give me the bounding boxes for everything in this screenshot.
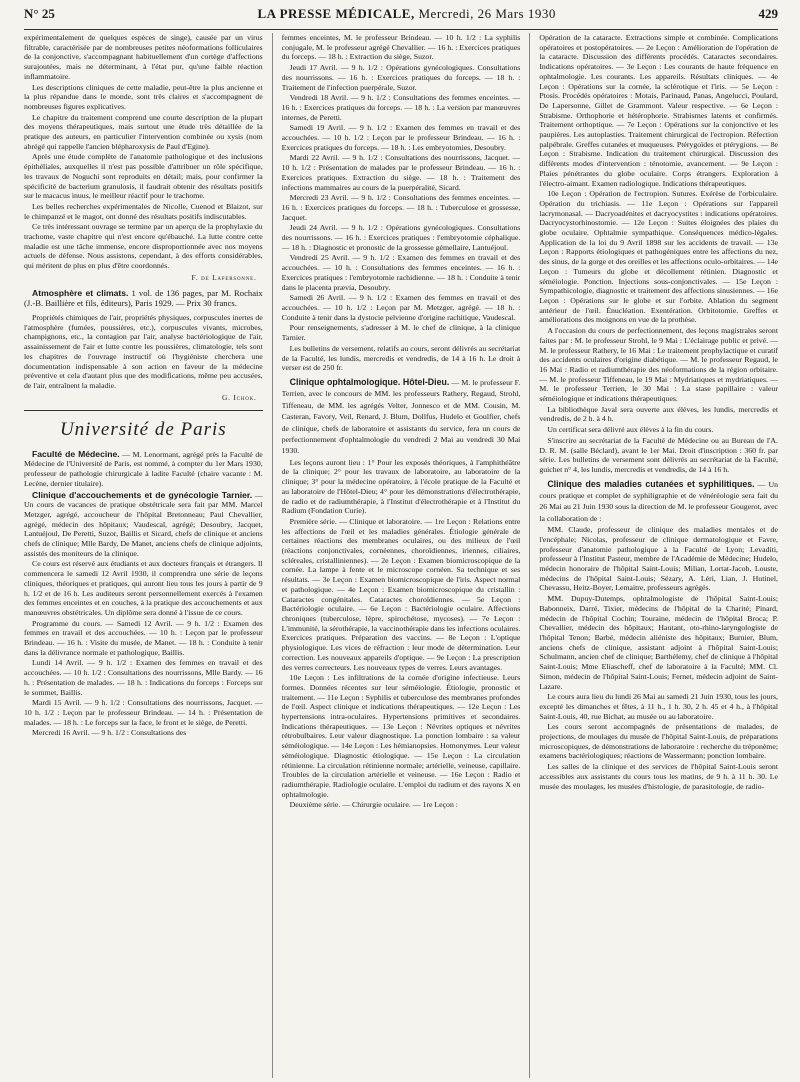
paragraph: Mardi 15 Avril. — 9 h. 1/2 : Consultations des nourrissons, Jacquet. — 10 h. 1/2 : Leçon par le professeur Brindeau. — 14 h. : Présentation de malades. — 18 h. : Le forceps sur la face, le front et le siège, de Peretti. <box>24 698 263 727</box>
journal-name: LA PRESSE MÉDICALE, <box>257 6 415 21</box>
page-number: 429 <box>758 6 778 21</box>
paragraph: Lundi 14 Avril. — 9 h. 1/2 : Examen des femmes en travail et des accouchées. — 10 h. 1/2 : Consultations des nourrissons, Mlle Bardy. — 16 h. : Présentation de malades. — 18 h. : Indications du forceps : Forceps sur le sommet, Baillis. <box>24 658 263 697</box>
paragraph <box>24 490 263 559</box>
issue-number: N° 25 <box>24 6 55 21</box>
paragraph: Jeudi 24 Avril. — 9 h. 1/2 : Opérations gynécologiques. Consultations des nourrissons. — 16 h. : Exercices pratiques : l'embryotomie céphalique. — 18 h. : Diagnostic et pronostic de la grossesse gémellaire, Lantuéjoul. <box>281 223 521 252</box>
paragraph: 10e Leçon : Les infiltrations de la cornée d'origine infectieuse. Leurs formes. Données récentes sur leur séméiologie. Étiologie, pronostic et traitement. — 11e Leçon : Syphilis et tuberculose des membranes profondes de l'œil. Aspect clinique et indications thérapeutiques. — 12e Leçon : Les hypertensions intra-oculaires. Hypertensions primitives et secondaires. Indications thérapeutiques. — 13e Leçon : Névrites optiques et névrites rétrobulbaires. Leur valeur diagnostique. La ponction lombaire : sa valeur séméiologique. — 14e Leçon : Les hémianopsies. Homonymes. Leur valeur séméiologique. Diagnostic étiologique. — 15e Leçon : La circulation rétinienne. La circulation rétinienne normale; artérielle, veineuse, capillaire. Troubles de la circulation artérielle et veineuse. — 16e Leçon : Radio et radiumthérapie. Radiologie oculaire. L'emploi du radium et des rayons X en ophtalmologie. <box>281 673 521 799</box>
tarnier-heading: Clinique d'accouchements et de gynécologie Tarnier. <box>32 489 253 500</box>
paragraph: Programme du cours. — Samedi 12 Avril. — 9 h. 1/2 : Examen des femmes en travail et des accouchées. — 10 h. : Leçon par le professeur Brindeau. — 16 h. : Visite du musée, de Manet. — 18 h. : Conduite à tenir dans la délivrance normale et pathologique, Baillis. <box>24 618 263 657</box>
paragraph: Propriétés chimiques de l'air, propriétés physiques, corpuscules inertes de l'atmosphère (fumées, poussières, etc.), corpuscules vivants, microbes, champignons, etc., la contagion par l'air, analyse bactériologique de l'air, assainissement de l'air et lutte contre les poussières, climatologie, tels sont les chapitres de l'ouvrage instructif où l'hygiéniste cherchera une documentation indispensable à son action en faveur de la médecine préventive et cela d'autant plus que des modifications, même peu accusées, de l'air, entraînent la maladie. <box>24 313 263 390</box>
paragraph: Première série. — Clinique et laboratoire. — 1re Leçon : Relations entre les affections de l'œil et les maladies générales. Étiologie générale de certaines réactions des membranes oculaires, ou des milieux de l'œil (réactions conjonctivales, cornéennes, choroïdiennes, iriennes, ciliaires, scléreales, cristalliniennes). — 2e Leçon : Examen biomicroscopique de la cornée. La lampe à fente et le microscope cornéen. Sa technique et ses résultats. — 3e Leçon : Examen biomicroscopique de l'iris. Aspect normal et pathologique. — 4e Leçon : Examen biomicroscopique du cristallin : Cataractes congénitales. Cataractes choroïdiennes. — 5e Leçon : Bactériologie oculaire. — 6e Leçon : Bactériologie oculaire. Affections chroniques (tuberculose, lèpre, spirochétose, mycoses). — 7e Leçon : L'immunité, la sérothérapie, la vaccinothérapie dans les infections oculaires. Exercices pratiques. Préparation des vaccins. — 8e Leçon : L'optique physiologique. Les vices de réfraction : leur mode de détermination. Leur correction. Les nouveaux appareils d'optique. — 9e Leçon : La prescription des verres correcteurs. Les nouveaux types de verres. Leurs avantages. <box>281 516 521 672</box>
page-header <box>24 6 778 30</box>
paragraph: Samedi 19 Avril. — 9 h. 1/2 : Examen des femmes en travail et des accouchées. — 10 h. 1/2 : Leçon par le professeur Brindeau. — 16 h. : Exercices pratiques du forceps. — 18 h. : Les embryotomies, Desoubry. <box>281 123 521 152</box>
paragraph: Les descriptions cliniques de cette maladie, peut-être la plus ancienne et la plus répandue dans le monde, sont très claires et s'accompagnent de nombreuses figures explicatives. <box>24 82 263 111</box>
paragraph: A l'occasion du cours de perfectionnement, des leçons magistrales seront faites par : M. le professeur Strohl, le 9 Mai : L'éclairage public et privé. — M. le professeur Rathery, le 16 Mai : Le traitement prophylactique et curatif des accidents oculaires d'origine diabétique. — M. le professeur Regaud, le 16 Mai : Radio et radiumthérapie des néoformations de la région orbitaire. — M. le professeur Tiffeneau, le 19 Mai : Mydriatiques et mydriatiques. — M. le professeur Terrien, le 30 Mai : La stase papillaire : valeur séméiologique et indications thérapeutiques. <box>539 326 778 404</box>
paragraph: Le chapitre du traitement comprend une courte description de la plupart des moyens thérapeutiques, mais surtout une étude très détaillée de la pratique des auteurs, en particulier l'intervention combinée ou xysis (nom abrégé qui rappelle l'ancien blépharoxysis de Paul d'Egine). <box>24 112 263 151</box>
paragraph: Samedi 26 Avril. — 9 h. 1/2 : Examen des femmes en travail et des accouchées. — 10 h. 1/2 : Leçon par M. Metzger, agrégé. — 18 h. : Conduite à tenir dans la dystocie pelvienne d'origine rachitique, Vaudescal. <box>281 293 521 322</box>
issue-date: Mercredi, 26 Mars 1930 <box>418 6 556 21</box>
section-heading-universite: Université de Paris <box>59 418 227 440</box>
faculte-heading: Faculté de Médecine. <box>32 448 120 459</box>
paragraph: Les cours seront accompagnés de présentations de malades, de projections, de moulages du musée de l'hôpital Saint-Louis, de préparations microscopiques, de démonstrations de laboratoire : recherche du tréponème; examens bactériologiques; réactions de Wassermann; ponction lombaire. <box>539 722 778 761</box>
paragraph: MM. Dupuy-Dutemps, ophtalmologiste de l'hôpital Saint-Louis; Babonneix, Darré, Tixier, médecins de l'hôpital de la Charité; Pinard, médecin de l'hôpital Cochin; Touraine, médecin de l'hôpital Broca; P. Chevallier, médecin des hôpitaux; Hautant, oto-rhino-laryngologiste de l'hôpital Tenon; Barbé, médecin aliéniste des hôpitaux; Burnier, Blum, anciens chefs de clinique, assistant adjoint à l'hôpital Saint-Louis; Schulmann, ancien chef de clinique; Barthélemy, chef de clinique à l'hôpital Saint-Louis; Mme Eliascheff, chef de laboratoire à la Faculté; MM. Cl. Simon, médecin de l'hôpital Saint-Louis; Fernet, médecin adjoint de Saint-Lazare. <box>539 594 778 691</box>
paragraph: Jeudi 17 Avril. — 9 h. 1/2 : Opérations gynécologiques. Consultations des nourrissons. — 16 h. : Exercices pratiques du forceps. — 18 h. : Traitement de l'infection puerpérale, Suzor. <box>281 63 521 92</box>
faculte-text: — M. Lenormant, agrégé près la Faculté de Médecine de l'Université de Paris, est nommé, à compter du 1er Mars 1930, professeur de pathologie chirurgicale à ladite Faculté (chaire vacante : M. Lecène, dernier titulaire). <box>24 449 263 488</box>
column-rule <box>272 33 273 1078</box>
column-2 <box>282 33 521 1078</box>
paragraph: Mercredi 23 Avril. — 9 h. 1/2 : Consultations des femmes enceintes. — 16 h. : Exercices pratiques du forceps. — 18 h. : Tuberculose et grossesse, Jacquet. <box>281 193 521 222</box>
cutanees-text: — Un cours pratique et complet de syphiligraphie et de vénéréologie sera fait du 26 Mai au 21 Juin 1930 sous la direction de M. le professeur Gougerot, avec la collaboration de : <box>539 479 778 523</box>
paragraph: Les leçons auront lieu : 1° Pour les exposés théoriques, à l'amphithéâtre de la clinique; 2° pour les travaux de laboratoire, au laboratoire de la clinique; 3° pour la médecine opératoire, à l'école pratique de la Faculté et au laboratoire de l'Hôtel-Dieu; 4° pour les démonstrations d'électrothérapie, de radio et de radiumthérapie, à l'Institut d'électrothérapie et à l'Institut du Radium (Fondation Curie). <box>281 457 521 516</box>
book-title-bold: Atmosphère et climats. <box>32 287 129 298</box>
column-3 <box>539 33 778 1078</box>
paragraph: 10e Leçon : Opération de l'ectropion. Sutures. Exérèse de l'orbiculaire. Opération du trichiasis. — 11e Leçon : Opérations sur l'appareil lacrymonasal. — Dacryoadénites et dacryocystites : indications opératoires. Dacryocystorhinostomie. — 12e Leçon : Suites éloignées des plaies du globe oculaire. Ophtalmie sympathique. Conséquences médico-légales. Application de la loi du 9 Avril 1898 sur les accidents de travail. — 13e Leçon : Rapports étiologiques et pathogéniques entre les affections du nez, des sinus, de la gorge et des oreilles et les affections oculo-orbitaires. — 14e Leçon : Tumeurs du globe et décollement rétinien. Diagnostic et séméiologie. Ponction. Injections sous-conjonctivales. — 15e Leçon : Sympathicologie, diagnostic et traitement des affections sinusiennes. — 16e Leçon : Opérations sur le globe et sur l'orbite. Ablation du segment antérieur de l'œil. Énucléation. Exentération. Orbitotomie. Greffes et améliorations des moignons en vue de la prothèse. <box>539 189 778 325</box>
paragraph: S'inscrire au secrétariat de la Faculté de Médecine ou au Bureau de l'A. D. R. M. (salle Béclard), avant le 1er Mai. Droit d'inscription : 360 fr. par série. Les bulletins de versement sont délivrés au secrétariat de la Faculté, guichet n° 4, les lundis, mercredis et vendredis, de 14 à 16 h. <box>539 435 778 474</box>
cutanees-heading: Clinique des maladies cutanées et syphilitiques. <box>547 478 755 489</box>
ophtalmo-heading: Clinique ophtalmologique. Hôtel-Dieu. <box>289 376 450 387</box>
paragraph: femmes enceintes, M. le professeur Brindeau. — 10 h. 1/2 : La syphilis conjugale, M. le professeur agrégé Chevallier. — 16 h. : Exercices pratiques du forceps. — 18 h. : Extraction du siège, Suzor. <box>281 33 521 62</box>
tarnier-text: — Un cours de vacances de pratique obstétricale sera fait par MM. Marcel Metzger, agrégé, accoucheur de l'hôpital Bretonneau; Paul Chevallier, agrégé, médecin des hôpitaux; Vaudescal, agrégé; Desoubry, Jacquet, Lantuéjoul, De Peretti, Suzor, Baillis et Sicard, chefs de clinique et anciens chefs de clinique; Mlle Bardy, De Manet, anciens chefs de clinique adjoints, assistés des moniteurs de la clinique. <box>24 490 263 558</box>
book-title-details: 1 vol. de 136 pages, par M. Rochaix (J.-B. Baillière et fils, éditeurs), Paris 1929. — Prix 30 francs. <box>24 287 263 309</box>
paragraph: La bibliothèque Javal sera ouverte aux élèves, les lundis, mercredis et vendredis, de 2 h. à 4 h. <box>539 404 778 424</box>
paragraph: Ce cours est réservé aux étudiants et aux docteurs français et étrangers. Il commencera le samedi 12 Avril 1930, il comprendra une série de leçons cliniques, théoriques et pratiques, qui auront lieu tous les jours à partir de 9 h. 1/2 et de 16 h. Les auditeurs seront personnellement exercés à l'examen des femmes enceintes et en couches, à la pratique des accouchements et aux manœuvres obstétricales. Un diplôme sera donné à l'issue de ce cours. <box>24 559 263 617</box>
paragraph: Deuxième série. — Chirurgie oculaire. — 1re Leçon : <box>289 800 458 810</box>
journal-title-line <box>258 6 556 22</box>
paragraph: Vendredi 18 Avril. — 9 h. 1/2 : Consultations des femmes enceintes. — 16 h. : Exercices pratiques du forceps. — 18 h. : La version par manœuvres internes, de Peretti. <box>281 93 521 122</box>
paragraph: Les bulletins de versement, relatifs au cours, seront délivrés au secrétariat de la Faculté, les lundis, mercredis et vendredis, de 14 à 16 h. Le droit à verser est de 250 fr. <box>281 343 521 373</box>
section-divider <box>24 410 263 411</box>
paragraph: expérimentalement de quelques espèces de singe), causée par un virus filtrable, caractérisée par de nombreuses petites néoformations folliculaires de la conjonctive, s'accompagnant habituellement d'un cortège d'affections surajoutées, mais ne déterminant, à l'état pur, qu'une faible réaction inflammatoire. <box>24 33 263 81</box>
paragraph: Mercredi 16 Avril. — 9 h. 1/2 : Consultations des <box>32 728 187 738</box>
paragraph: MM. Claude, professeur de clinique des maladies mentales et de l'encéphale; Nicolas, professeur de clinique dermatologique et Favre, professeur d'anatomie pathologique à la Faculté de Lyon; Levaditi, professeur à l'Institut Pasteur, membre de l'Académie de Médecine; Hudelo, médecin honoraire de l'hôpital Saint-Louis; Milian, Lortat-Jacob, Louste, médecins de l'hôpital Saint-Louis; Sézary, A. Léri, Lian, J. Hutinel, Chevassu, Heitz-Boyer, Lemaitre, professeurs agrégés. <box>539 525 778 593</box>
paragraph: Les belles recherches expérimentales de Nicolle, Cuenod et Blaizot, sur le chimpanzé et le magot, ont donné des résultats positifs indiscutables. <box>24 201 263 221</box>
paragraph: Ce très intéressant ouvrage se termine par un aperçu de la prophylaxie du trachome, vaste chapitre qui n'est encore qu'ébauché. La lutte contre cette maladie est une tâche immense, encore disproportionnée avec nos moyens actuels de défense. Nous assistons, cependant, à des efforts considérables, qui méritent de plus en plus d'être coordonnés. <box>24 222 263 271</box>
paragraph <box>282 377 521 457</box>
column-rule <box>529 33 530 1078</box>
paragraph <box>24 449 263 489</box>
paragraph: Mardi 22 Avril. — 9 h. 1/2 : Consultations des nourrissons, Jacquet. — 10 h. 1/2 : Présentation de malades par le professeur Brindeau. — 16 h. : Exercices pratiques. Extraction du siège. — 18 h. : Traitement des infections mammaires au cours de la puerpéralité, Sicard. <box>281 153 521 192</box>
columns <box>24 30 778 1078</box>
paragraph: Les salles de la clinique et des services de l'hôpital Saint-Louis seront accessibles aux assistants du cours tous les matins, de 9 h. à 11 h. 30. Le musée des moulages, les musées d'histologie, de parasitologie, de radio- <box>539 762 778 791</box>
book-review-title <box>24 288 263 309</box>
paragraph: Après une étude complète de l'anatomie pathologique et des inclusions épithéliales, auxquelles il n'est pas possible d'attribuer un rôle spécifique, les travaux de Noguchi sont reproduits en détail; mais, pour confirmer la spécificité de bacterium granulosis, il faudrait obtenir des résultats positifs sur le macacus inuus, le meilleur réactif pour le trachome. <box>24 152 263 201</box>
review-signature: G. Ichok. <box>221 392 257 402</box>
column-1 <box>24 33 263 1078</box>
paragraph: Un certificat sera délivré aux élèves à la fin du cours. <box>547 425 714 435</box>
paragraph: Pour renseignements, s'adresser à M. le chef de clinique, à la clinique Tarnier. <box>281 323 521 343</box>
paragraph: Vendredi 25 Avril. — 9 h. 1/2 : Examen des femmes en travail et des accouchées. — 10 h. : Consultations des femmes enceintes. — 16 h. : Exercices pratiques : l'embryotomie rachidienne. — 18 h. : Conduite à tenir dans le placenta prævia, Desoubry. <box>281 253 521 292</box>
review-signature: F. de Lapersonne. <box>191 272 257 282</box>
paragraph: Opération de la cataracte. Extractions simple et combinée. Complications opératoires et postopératoires. — 2e Leçon : Amélioration de l'opération de la cataracte. Discussion des différents procédés. Cataractes secondaires. Indications opératoires. — 3e Leçon : Les courants de haute fréquence en ophtalmologie. Les courants. Les appareils. Résultats cliniques. — 4e Leçon : Opérations sur la cornée, la sclérotique et l'iris. — 5e Leçon : Ptosis. Procédés opératoires : Motais, Parinaud, Panas, Angelucci, Poulard, De Lapersonne, Gillet de Grammont. Valeur respective. — 6e Leçon : Strabisme. Orthophorie et hétérophorie. Strabismes latents et confirmés. Traitement orthoptique. — 7e Leçon : Opérations sur la conjonctive et les paupières. Les autoplasties. Traitement chirurgical de l'ectropion. Réfection palpébrale. Greffes cutanées et muqueuses. Ptérygoïdes et ptérygions. — 8e Leçon : Strabisme. Indication du traitement chirurgical. Discussion des différents modes d'intervention : ténotomie, avancement. — 9e Leçon : Plaies pénétrantes du globe oculaire. Corps étrangers. Exploration à l'électro-aimant. Examen radiologique. Indications thérapeutiques. <box>539 33 778 188</box>
ophtalmo-text: — M. le professeur F. Terrien, avec le concours de MM. les professeurs Rathery, Regaud, Strohl, Tiffeneau, de MM. les agrégés Velter, Jonnesco et de MM. Cousin, M. Casteran, Favory, Veil, Renard, J. Blum, Dollfus, Hudelo et Goulfier, chefs de clinique, chefs de laboratoire et assistants du service, fera un cours de perfectionnement d'ophtalmologie du vendredi 2 Mai au vendredi 30 Mai 1930. <box>281 377 521 456</box>
paragraph <box>539 479 778 525</box>
paragraph: Le cours aura lieu du lundi 26 Mai au samedi 21 Juin 1930, tous les jours, excepté les dimanches et fêtes, à 11 h., 1 h. 30, 2 h. 45 et 4 h., à l'hôpital Saint-Louis, 40, rue Bichat, au musée ou au laboratoire. <box>539 692 778 721</box>
